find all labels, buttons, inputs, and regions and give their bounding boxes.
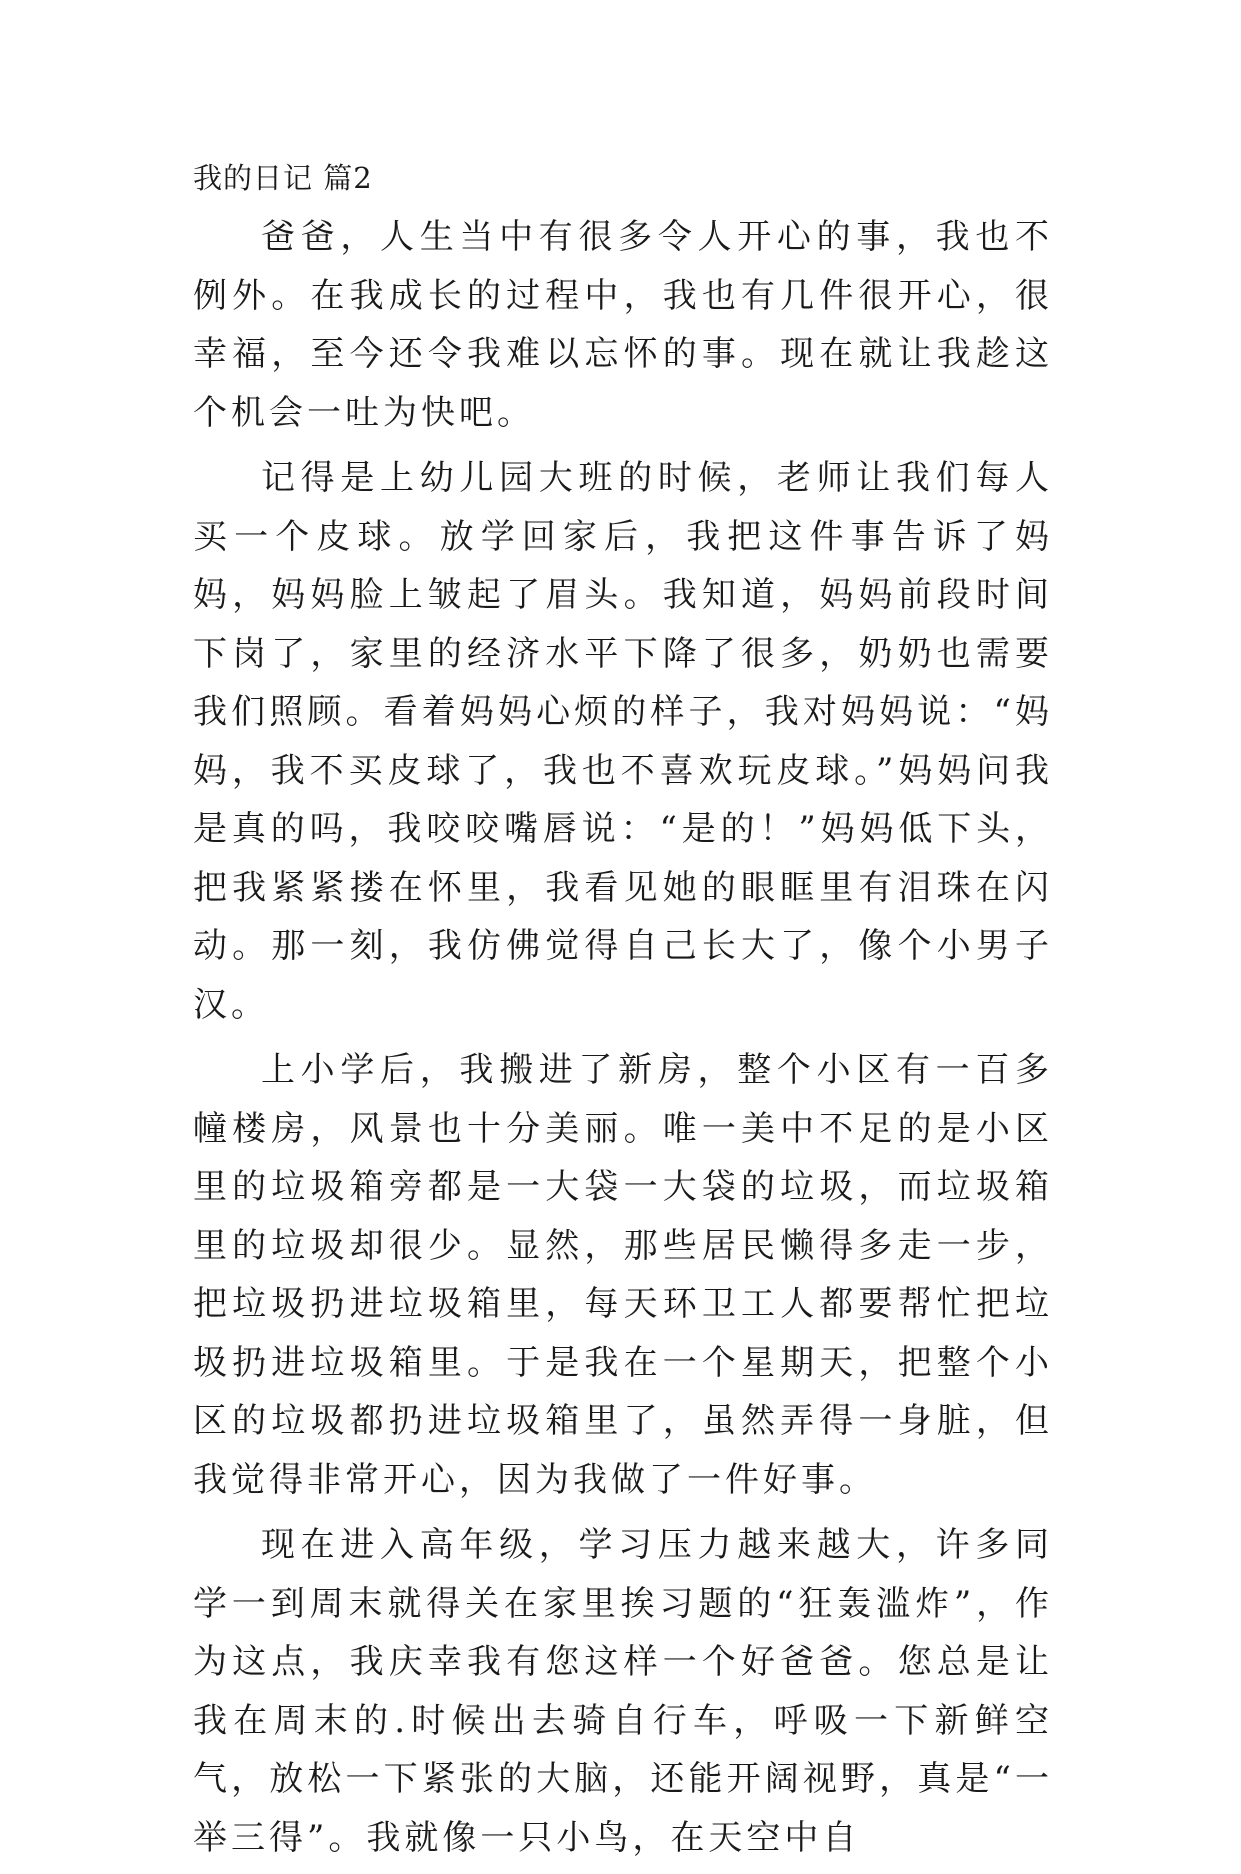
paragraph-1: 爸爸，人生当中有很多令人开心的事，我也不例外。在我成长的过程中，我也有几件很开心，很幸福，至今还令我难以忘怀的事。现在就让我趁这个机会一吐为快吧。 xyxy=(193,217,1053,433)
document-title: 我的日记 篇2 xyxy=(193,161,373,195)
document-body xyxy=(193,156,1053,1874)
paragraph-4: 现在进入高年级，学习压力越来越大，许多同学一到周末就得关在家里挨习题的“狂轰滥炸”，作为这点，我庆幸我有您这样一个好爸爸。您总是让我在周末的.时候出去骑自行车，呼吸一下新鲜空气，放松一下紧张的大脑，还能开阔视野，真是“一举三得”。我就像一只小鸟，在天空中自 xyxy=(193,1525,1053,1858)
paragraph-3: 上小学后，我搬进了新房，整个小区有一百多幢楼房，风景也十分美丽。唯一美中不足的是小区里的垃圾箱旁都是一大袋一大袋的垃圾，而垃圾箱里的垃圾却很少。显然，那些居民懒得多走一步，把垃圾扔进垃圾箱里，每天环卫工人都要帮忙把垃圾扔进垃圾箱里。于是我在一个星期天，把整个小区的垃圾都扔进垃圾箱里了，虽然弄得一身脏，但我觉得非常开心，因为我做了一件好事。 xyxy=(193,1050,1053,1500)
paragraph-2: 记得是上幼儿园大班的时候，老师让我们每人买一个皮球。放学回家后，我把这件事告诉了妈妈，妈妈脸上皱起了眉头。我知道，妈妈前段时间下岗了，家里的经济水平下降了很多，奶奶也需要我们照顾。看着妈妈心烦的样子，我对妈妈说：“妈妈，我不买皮球了，我也不喜欢玩皮球。”妈妈问我是真的吗，我咬咬嘴唇说：“是的！”妈妈低下头，把我紧紧搂在怀里，我看见她的眼眶里有泪珠在闪动。那一刻，我仿佛觉得自己长大了，像个小男子汉。 xyxy=(193,458,1053,1025)
